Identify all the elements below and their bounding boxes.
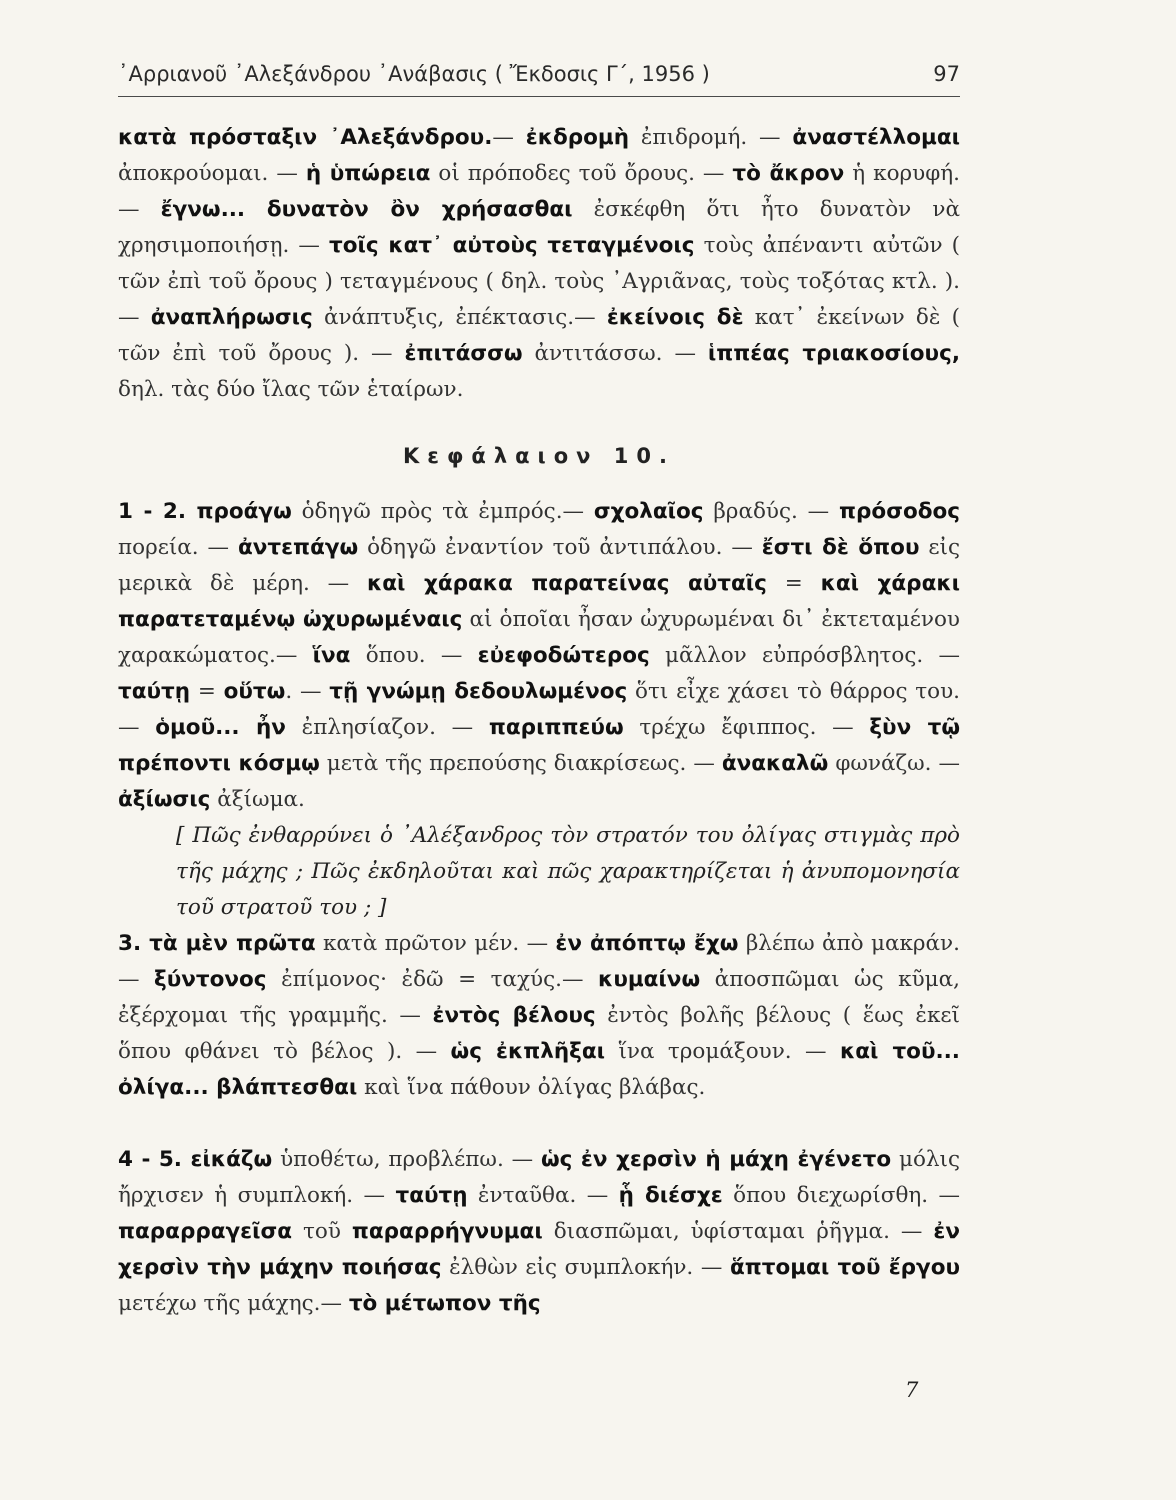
gloss-text: μόλις ἤρχισεν ἡ συμπλοκή. — xyxy=(118,1147,961,1208)
gloss-text: ἐλθὼν εἰς συμπλοκήν. — xyxy=(441,1255,730,1280)
gloss-text: ὁδηγῶ πρὸς τὰ ἐμπρός.— xyxy=(291,499,594,524)
paragraph-glossary-9 xyxy=(118,120,960,408)
section-4-5 xyxy=(118,1142,960,1322)
gloss-text: ἀξίωμα. xyxy=(210,787,305,812)
gloss-text: φωνάζω. — xyxy=(828,751,960,776)
term-bold: 3. xyxy=(118,931,150,956)
gloss-text: = xyxy=(766,571,821,596)
gloss-text: δηλ. τὰς δύο ἴλας τῶν ἑταίρων. xyxy=(118,377,464,402)
term-bold: ἐν χερσὶν τὴν μάχην ποιήσας xyxy=(118,1219,961,1280)
gloss-text: ἐπλησίαζον. — xyxy=(285,715,489,740)
gloss-text: ἡ κορυφή. — xyxy=(118,161,960,222)
term-bold: 4 - 5. xyxy=(118,1147,191,1172)
gloss-text: = xyxy=(190,679,224,704)
gloss-text: ὁδηγῶ ἐναντίον τοῦ ἀντιπάλου. — xyxy=(358,535,762,560)
gloss-text: ὑποθέτω, προβλέπω. — xyxy=(272,1147,541,1172)
section-1-2 xyxy=(118,494,960,818)
term-bold: ὡς ἐκπλῆξαι xyxy=(450,1039,606,1064)
term-bold: καὶ χάρακα παρατείνας αὐταῖς xyxy=(367,571,767,596)
gloss-text: μετὰ τῆς πρεπούσης διακρίσεως. — xyxy=(319,751,722,776)
gloss-text: ὅτι εἶχε χάσει τὸ θάρρος του.— xyxy=(118,679,961,740)
gloss-text: ἀποσπῶμαι ὡς κῦμα, ἐξέρχομαι τῆς γραμμῆς. — xyxy=(118,967,960,1028)
term-bold: ἀντεπάγω xyxy=(237,535,359,560)
term-bold: παραρραγεῖσα xyxy=(118,1219,292,1244)
gloss-text: βλέπω ἀπὸ μακράν. — xyxy=(118,931,960,992)
gloss-text: ἀντιτάσσω. — xyxy=(522,341,708,366)
gloss-text: τρέχω ἔφιππος. — xyxy=(623,715,870,740)
term-bold: τὰ μὲν πρῶτα xyxy=(149,931,316,956)
gloss-text: κατὰ πρῶτον μέν. — xyxy=(315,931,556,956)
term-bold: ἀναπλήρωσις xyxy=(150,305,313,330)
term-bold: παριππεύω xyxy=(488,715,624,740)
term-bold: ἀνακαλῶ xyxy=(721,751,829,776)
term-bold: παραρρήγνυμαι xyxy=(351,1219,543,1244)
term-bold: κατὰ πρόσταξιν ᾿Αλεξάνδρου. xyxy=(118,125,493,150)
gloss-text: ὅπου. — xyxy=(350,643,478,668)
term-bold: ἐκδρομὴ xyxy=(525,125,630,150)
term-bold: εἰκάζω xyxy=(190,1147,273,1172)
running-header xyxy=(118,62,960,97)
term-bold: ἀξίωσις xyxy=(118,787,211,812)
gloss-text: ἐντὸς βολῆς βέλους ( ἕως ἐκεῖ ὅπου φθάνει τὸ βέλος ). — xyxy=(118,1003,960,1064)
term-bold: πρόσοδος xyxy=(839,499,961,524)
term-bold: ὁμοῦ... ἦν xyxy=(155,715,286,740)
gloss-text: — xyxy=(492,125,526,150)
term-bold: σχολαῖος xyxy=(593,499,704,524)
term-bold: ἵνα xyxy=(312,643,351,668)
gloss-text: τοὺς ἀπέναντι αὐτῶν ( τῶν ἐπὶ τοῦ ὄρους ) τεταγμένους ( δηλ. τοὺς ᾿Αγριᾶνας, τοὺς τοξότας κτλ. ). — xyxy=(118,233,960,330)
term-bold: ἐκείνοις δὲ xyxy=(606,305,744,330)
chapter-title: Κεφάλαιον 10. xyxy=(403,444,675,468)
term-bold: ἐν ἀπόπτῳ ἔχω xyxy=(555,931,739,956)
gloss-text: ἐπιδρομή. — xyxy=(629,125,793,150)
header-title: ᾿Αρριανοῦ ᾿Αλεξάνδρου ᾿Ανάβασις ( Ἔκδοσις Γ΄, 1956 ) xyxy=(118,62,710,86)
term-bold: ἀναστέλλομαι xyxy=(792,125,960,150)
term-bold: προάγω xyxy=(196,499,292,524)
term-bold: ᾗ διέσχε xyxy=(618,1183,723,1208)
gloss-text: εἰς μερικὰ δὲ μέρη. — xyxy=(118,535,960,596)
gloss-text: οἱ πρόποδες τοῦ ὄρους. — xyxy=(430,161,733,186)
header-page-number: 97 xyxy=(933,62,960,86)
gloss-text: καὶ ἵνα πάθουν ὀλίγας βλάβας. xyxy=(357,1075,706,1100)
term-bold: καὶ τοῦ... ὀλίγα... βλάπτεσθαι xyxy=(118,1039,960,1100)
term-bold: τοῖς κατ᾿ αὐτοὺς τεταγμένοις xyxy=(329,233,695,258)
term-bold: 1 - 2. xyxy=(118,499,197,524)
gloss-text: κατ᾿ ἐκείνων δὲ ( τῶν ἐπὶ τοῦ ὄρους ). — xyxy=(118,305,960,366)
term-bold: ἡ ὑπώρεια xyxy=(305,161,431,186)
gloss-text: πορεία. — xyxy=(118,535,238,560)
gloss-text: τοῦ xyxy=(292,1219,352,1244)
term-bold: ἱππέας τριακοσίους, xyxy=(707,341,960,366)
term-bold: ξὺν τῷ πρέποντι κόσμῳ xyxy=(118,715,961,776)
gloss-text: βραδύς. — xyxy=(703,499,840,524)
term-bold: ἅπτομαι τοῦ ἔργου xyxy=(729,1255,960,1280)
term-bold: κυμαίνω xyxy=(598,967,701,992)
gloss-text: ἐπίμονος· ἐδῶ = ταχύς.— xyxy=(266,967,599,992)
term-bold: ἔστι δὲ ὅπου xyxy=(761,535,920,560)
gloss-text: μᾶλλον εὐπρόσβλητος. — xyxy=(649,643,960,668)
section-3 xyxy=(118,926,960,1106)
gloss-text: αἱ ὁποῖαι ἦσαν ὠχυρωμέναι δι᾿ ἐκτεταμένου χαρακώματος.— xyxy=(118,607,960,668)
gloss-text: . — xyxy=(285,679,330,704)
term-bold: ταύτῃ xyxy=(118,679,191,704)
term-bold: ὡς ἐν χερσὶν ἡ μάχη ἐγένετο xyxy=(540,1147,892,1172)
gloss-text: ὅπου διεχωρίσθη. — xyxy=(722,1183,961,1208)
gloss-text: ἵνα τρομάξουν. — xyxy=(605,1039,840,1064)
term-bold: τὸ ἄκρον xyxy=(732,161,845,186)
term-bold: ξύντονος xyxy=(154,967,267,992)
study-question: [ Πῶς ἐνθαρρύνει ὁ ᾿Αλέξανδρος τὸν στρατόν του ὀλίγας στιγμὰς πρὸ τῆς μάχης ; Πῶς ἐκδηλοῦται καὶ πῶς χαρακτηρίζεται ἡ ἀνυπομονησία τοῦ στρατοῦ του ; ] xyxy=(176,823,960,920)
term-bold: ἐντὸς βέλους xyxy=(432,1003,596,1028)
body-text xyxy=(118,120,960,1322)
term-bold: ἐπιτάσσω xyxy=(404,341,523,366)
term-bold: τὸ μέτωπον τῆς xyxy=(348,1291,541,1316)
signature-mark: 7 xyxy=(905,1378,919,1402)
term-bold: καὶ χάρακι παρατεταμένῳ ὠχυρωμέναις xyxy=(118,571,960,632)
gloss-text: διασπῶμαι, ὑφίσταμαι ῥῆγμα. — xyxy=(542,1219,934,1244)
term-bold: τῇ γνώμῃ δεδουλωμένος xyxy=(329,679,628,704)
term-bold: ταύτῃ xyxy=(395,1183,468,1208)
gloss-text: ἐνταῦθα. — xyxy=(467,1183,619,1208)
term-bold: εὐεφοδώτερος xyxy=(477,643,650,668)
term-bold: οὕτω xyxy=(223,679,286,704)
term-bold: ἔγνω... δυνατὸν ὂν χρήσασθαι xyxy=(160,197,573,222)
gloss-text: ἀνάπτυξις, ἐπέκτασις.— xyxy=(312,305,607,330)
gloss-text: μετέχω τῆς μάχης.— xyxy=(118,1291,349,1316)
gloss-text: ἀποκρούομαι. — xyxy=(118,161,306,186)
gloss-text: ἐσκέφθη ὅτι ἦτο δυνατὸν νὰ χρησιμοποιήσῃ. — xyxy=(118,197,960,258)
